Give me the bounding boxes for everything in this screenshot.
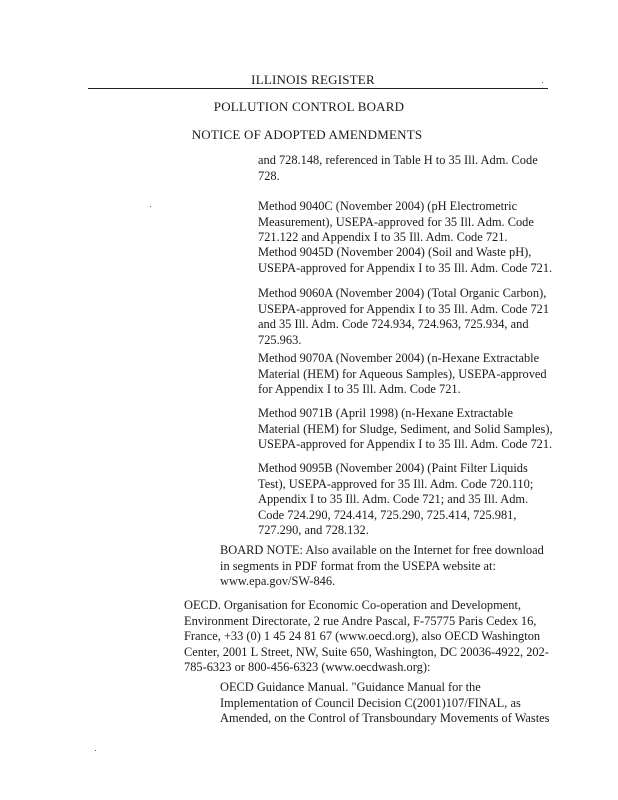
- scan-speck: [150, 206, 151, 207]
- text-line: Measurement), USEPA-approved for 35 Ill. Adm. Code: [258, 214, 534, 229]
- text-line: OECD. Organisation for Economic Co-operation and Development,: [184, 598, 521, 612]
- text-line: 721.122 and Appendix I to 35 Ill. Adm. Code 721.: [258, 230, 508, 244]
- register-title: ILLINOIS REGISTER: [251, 72, 375, 87]
- text-line: and 35 Ill. Adm. Code 724.934, 724.963, 725.934, and: [258, 317, 529, 331]
- text-line: OECD Guidance Manual. "Guidance Manual for the: [220, 680, 481, 694]
- text-line: Method 9040C (November 2004) (pH Electrometric: [258, 199, 518, 213]
- text-line: for Appendix I to 35 Ill. Adm. Code 721.: [258, 382, 461, 396]
- text-line: Appendix I to 35 Ill. Adm. Code 721; and 35 Ill. Adm.: [258, 492, 529, 506]
- notice-title: NOTICE OF ADOPTED AMENDMENTS: [191, 127, 423, 142]
- text-line: Material (HEM) for Sludge, Sediment, and Solid Samples),: [258, 421, 553, 436]
- board-title: POLLUTION CONTROL BOARD: [213, 99, 405, 114]
- paragraph-board-note: [220, 543, 544, 590]
- text-line: Material (HEM) for Aqueous Samples), USEPA-approved: [258, 366, 547, 381]
- text-line: Environment Directorate, 2 rue Andre Pascal, F-75775 Paris Cedex 16,: [184, 613, 537, 628]
- text-line: 727.290, and 728.132.: [258, 523, 369, 537]
- text-line: Method 9070A (November 2004) (n-Hexane Extractable: [258, 351, 540, 365]
- paragraph-oecd-guidance-manual: [220, 680, 550, 727]
- text-line: Amended, on the Control of Transboundary Movements of Wastes: [220, 711, 550, 725]
- text-line: Test), USEPA-approved for 35 Ill. Adm. Code 720.110;: [258, 476, 534, 491]
- text-line: and 728.148, referenced in Table H to 35 Ill. Adm. Code: [258, 153, 538, 167]
- text-line: 728.: [258, 168, 280, 183]
- header-rule: [88, 88, 548, 89]
- text-line: Implementation of Council Decision C(2001)107/FINAL, as: [220, 695, 521, 710]
- text-line: in segments in PDF format from the USEPA website at:: [220, 558, 496, 573]
- text-line: USEPA-approved for Appendix I to 35 Ill. Adm. Code 721.: [258, 437, 553, 451]
- paragraph-method-9060a: [258, 286, 549, 348]
- text-line: Center, 2001 L Street, NW, Suite 650, Washington, DC 20036-4922, 202-: [184, 644, 549, 659]
- paragraph-method-9070a: [258, 351, 547, 398]
- text-line: USEPA-approved for Appendix I to 35 Ill. Adm. Code 721.: [258, 260, 553, 275]
- paragraph-method-9071b: [258, 406, 553, 453]
- text-line: Method 9095B (November 2004) (Paint Filter Liquids: [258, 461, 528, 475]
- text-line: USEPA-approved for Appendix I to 35 Ill. Adm. Code 721: [258, 301, 550, 316]
- text-line: France, +33 (0) 1 45 24 81 67 (www.oecd.org), also OECD Washington: [184, 629, 541, 643]
- paragraph-table-h-reference: [258, 153, 538, 184]
- text-line: BOARD NOTE: Also available on the Internet for free download: [220, 543, 544, 557]
- text-line: www.epa.gov/SW-846.: [220, 574, 336, 588]
- text-line: Method 9071B (April 1998) (n-Hexane Extractable: [258, 406, 513, 420]
- scan-speck: [542, 82, 543, 83]
- paragraph-method-9095b: [258, 461, 533, 539]
- scan-speck: [95, 750, 96, 751]
- text-line: 785-6323 or 800-456-6323 (www.oecdwash.org):: [184, 660, 431, 674]
- text-line: Method 9060A (November 2004) (Total Organic Carbon),: [258, 286, 547, 300]
- paragraph-method-9045d: [258, 245, 552, 276]
- text-line: Code 724.290, 724.414, 725.290, 725.414, 725.981,: [258, 507, 517, 522]
- paragraph-oecd: [184, 598, 549, 676]
- text-line: Method 9045D (November 2004) (Soil and Waste pH),: [258, 245, 532, 259]
- paragraph-method-9040c: [258, 199, 534, 246]
- text-line: 725.963.: [258, 332, 302, 347]
